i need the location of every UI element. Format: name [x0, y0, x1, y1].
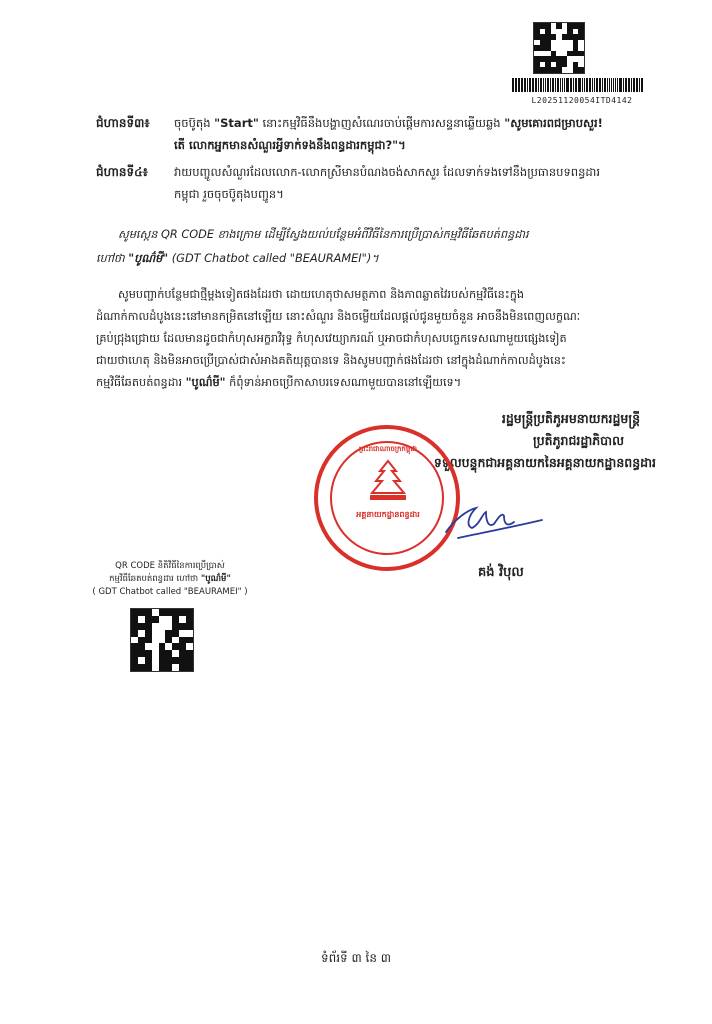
- scan-line-1: សូមស្កេន QR CODE ខាងក្រោម ដើម្បីស្វែងយល់បន្ថែមអំពីវិធីនៃការប្រើប្រាស់កម្មវិធីឆែតបត់ពន្ធដារ: [118, 228, 529, 241]
- scan-line-2-pre: ហៅថា: [96, 252, 129, 265]
- qr-caption-line2: [70, 573, 270, 586]
- signatory-name: គង់ វិបុល: [478, 565, 524, 580]
- qr-caption-chatbot-name: "បូណ៌មី": [200, 574, 231, 584]
- title-minister: រដ្ឋមន្ត្រីប្រតិភូអមនាយករដ្ឋមន្ត្រី: [501, 411, 640, 426]
- scan-line-2-post: (GDT Chatbot called "BEAURAMEI")។: [168, 252, 379, 265]
- step-3-line1: [174, 113, 603, 133]
- barcode-image: [512, 78, 644, 92]
- greeting-text: "សូមគោរពជម្រាបសួរ!: [504, 116, 603, 130]
- signature-mark: [438, 498, 548, 548]
- stamp-text-center: អគ្គនាយកដ្ឋានពន្ធដារ: [356, 510, 420, 519]
- chatbot-name: "បូណ៌មី": [128, 252, 169, 265]
- step-4-label: ជំហានទី៤៖: [96, 165, 148, 179]
- page-number: ទំព័រទី ៣ នៃ ៣: [320, 951, 392, 965]
- notice-line-5: [96, 372, 704, 393]
- stamp-emblem-icon: [362, 459, 414, 503]
- notice-last-pre: កម្មវិធីឆែតបត់ពន្ធដារ: [96, 376, 186, 389]
- notice-line-4: ជាយថាហេតុ និងមិនអាចប្រើប្រាស់ជាសំអាងគតិយុត្តបានទេ និងសូមបញ្ជាក់ផងដែរថា នៅក្នុងដំណាក់កាលដំបូងនេះ: [96, 354, 566, 367]
- notice-line-3: គ្រប់ជ្រុងជ្រោយ ដែលមានដូចជាកំហុសអក្ខរាវិរុទ្ធ កំហុសវេយ្យាករណ៍ ឬអាចជាកំហុសបច្ចេកទេសណាមួយផ្សេងទៀត: [96, 332, 567, 345]
- greeting-question: តើ លោកអ្នកមានសំណួរអ្វីទាក់ទងនឹងពន្ធដារកម្ពុជា?"។: [174, 138, 406, 152]
- start-quote: "Start": [214, 116, 259, 130]
- scan-paragraph: [118, 224, 700, 245]
- title-director-general: ទទួលបន្ទុកជាអគ្គនាយកនៃអគ្គនាយកដ្ឋានពន្ធដារ: [433, 455, 656, 470]
- notice-paragraph: [96, 284, 704, 393]
- notice-last-post: ក៏ពុំទាន់អាចប្រើកាសាបរទេសណាមួយបាននៅឡើយទេ។: [225, 376, 462, 389]
- scan-line-2: [96, 248, 696, 269]
- qr-code-icon: [533, 22, 585, 74]
- chatbot-name-2: "បូណ៌មី": [185, 376, 226, 389]
- chatbot-qr-code-icon: [130, 608, 194, 672]
- step-3-text-mid: នោះកម្មវិធីនឹងបង្ហាញសំណេរចាប់ផ្តើមការសន្ទនាឆ្លើយឆ្លង: [258, 116, 505, 130]
- qr-caption: [70, 560, 270, 599]
- step-3: [96, 113, 696, 155]
- step-4-line2: កម្ពុជា រួចចុចប៊ូតុងបញ្ជូន។: [174, 187, 284, 201]
- notice-line-1: សូមបញ្ជាក់បន្ថែមជាថ្មីម្តងទៀតផងដែរថា ដោយហេតុថាសមត្ថភាព និងភាពឆ្លាតវៃរបស់កម្មវិធីនេះក្នុង: [118, 288, 525, 301]
- barcode-id: L20251120054ITD4142: [531, 96, 633, 105]
- step-4: [96, 162, 696, 204]
- step-4-line1: វាយបញ្ចូលសំណួរដែលលោក-លោកស្រីមានបំណងចង់សាកសួរ ដែលទាក់ទងទៅនឹងប្រធានបទពន្ធដារ: [174, 165, 600, 179]
- stamp-text-top: ព្រះរាជាណាចក្រកម្ពុជា: [358, 445, 417, 453]
- step-3-label: ជំហានទី៣៖: [96, 116, 150, 130]
- title-delegate: ប្រតិភូរាជរដ្ឋាភិបាល: [532, 433, 624, 448]
- qr-caption-line3: ( GDT Chatbot called "BEAURAMEI" ): [92, 587, 248, 597]
- notice-line-2: ដំណាក់កាលដំបូងនេះនៅមានកម្រិតនៅឡើយ នោះសំណួរ និងចម្លើយដែលផ្តល់ជូនមួយចំនួន អាចនឹងមិនពេញលក្ខណៈ: [96, 310, 581, 323]
- qr-caption-line1: QR CODE និតិវិធីនៃការប្រើប្រាស់: [115, 561, 225, 571]
- qr-caption-line2-pre: កម្មវិធីឆែតបត់ពន្ធដារ ហៅថា: [109, 574, 201, 584]
- step-3-text: ចុចប៊ូតុង: [174, 116, 215, 130]
